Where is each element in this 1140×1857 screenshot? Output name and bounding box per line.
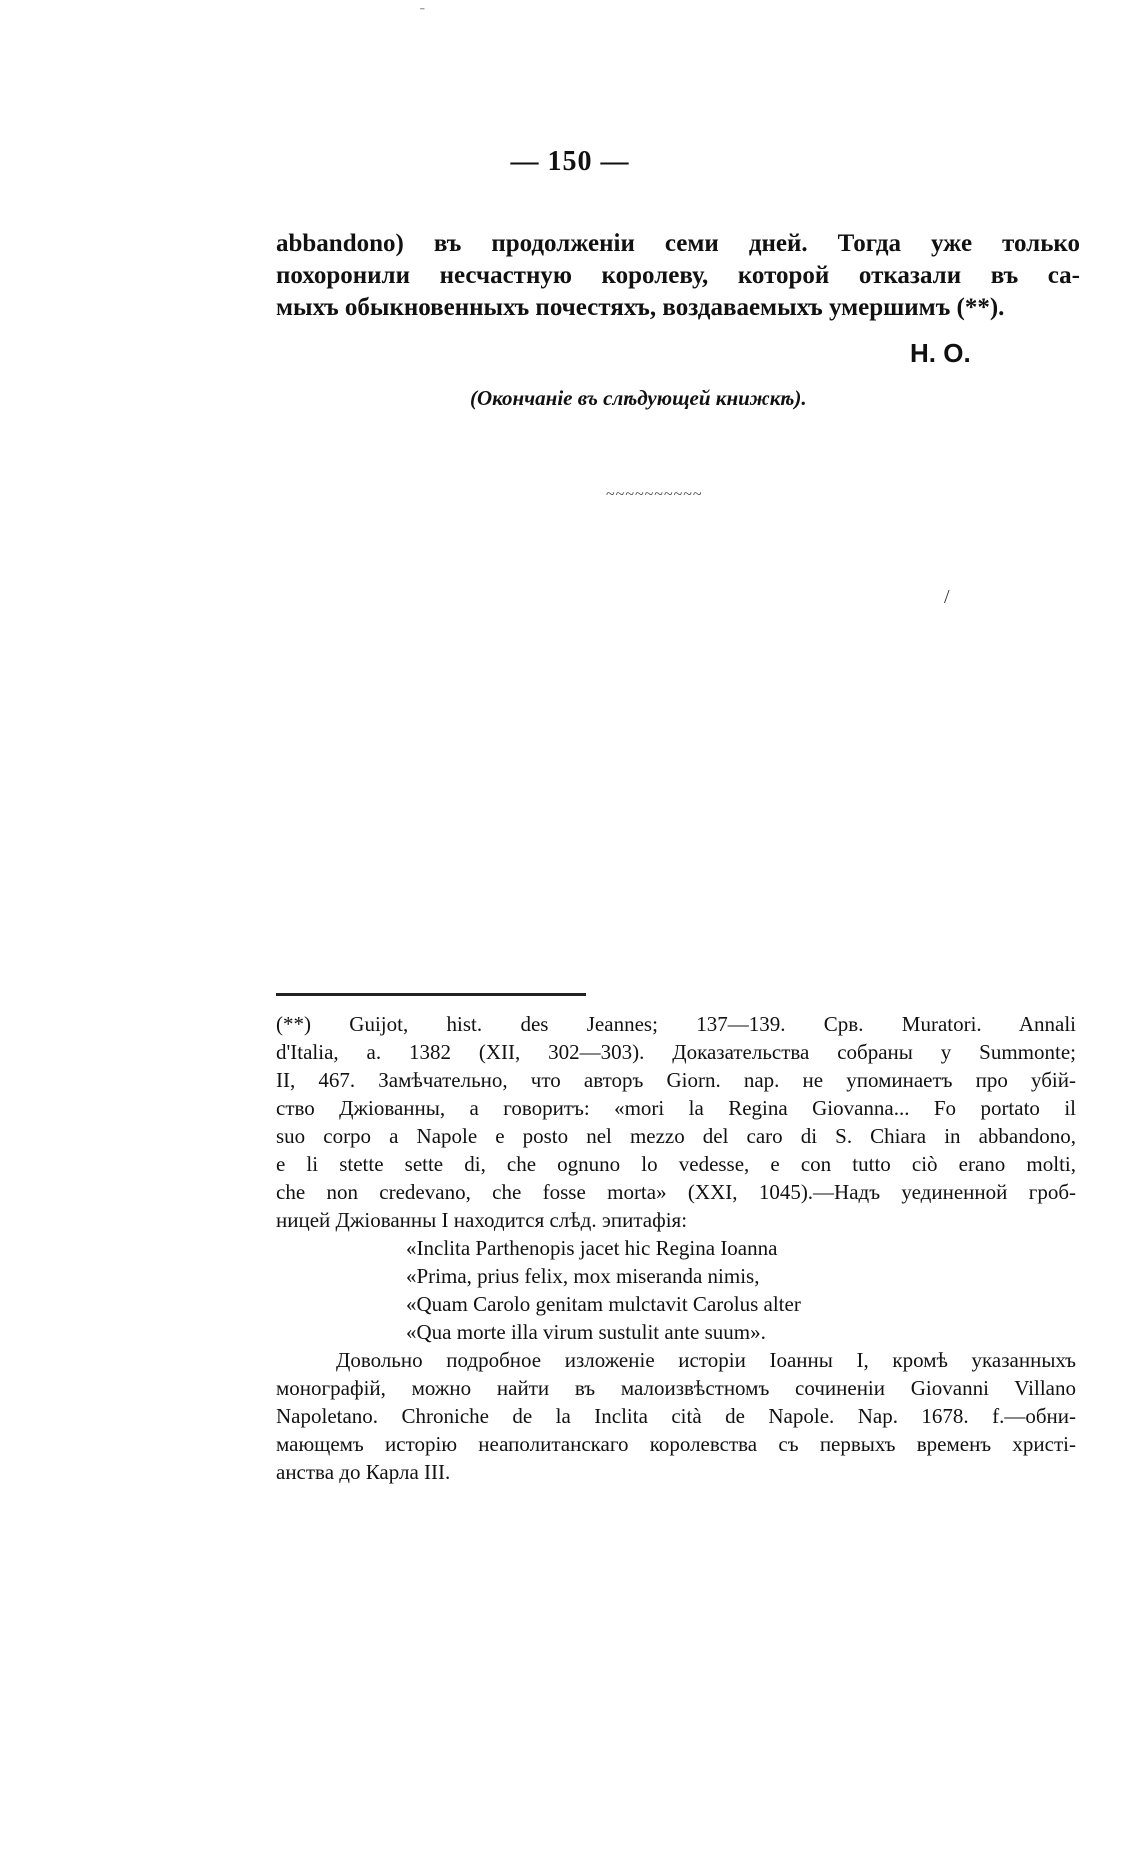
footnote-line: d'Italia, a. 1382 (XII, 302—303). Доказательства собраны у Summonte;	[276, 1040, 1076, 1064]
footnote-rule	[276, 993, 586, 996]
footnote-line: suo corpo a Napole e posto nel mezzo del caro di S. Chiara in abbandono,	[276, 1124, 1076, 1148]
author-signature: Н. О.	[910, 338, 971, 368]
main-text-line: мыхъ обыкновенныхъ почестяхъ, воздаваемыхъ умершимъ (**).	[276, 294, 1005, 321]
epitaph-verse: «Inclita Parthenopis jacet hic Regina Ioanna	[406, 1236, 778, 1260]
main-text-line: похоронили несчастную королеву, которой отказали въ са-	[276, 262, 1080, 289]
footnote-closing-line: Napoletano. Chroniche de la Inclita cità de Napole. Nap. 1678. f.—обни-	[276, 1404, 1076, 1428]
footnote-closing-line: анства до Карла III.	[276, 1460, 451, 1484]
page-number: — 150 —	[510, 146, 630, 177]
main-text	[276, 228, 1080, 324]
epitaph-verse: «Quam Carolo genitam mulctavit Carolus alter	[406, 1292, 801, 1316]
page-speck: /	[944, 586, 950, 608]
footnote	[276, 1010, 1076, 1486]
footnote-line: II, 467. Замѣчательно, что авторъ Giorn. nap. не упоминаетъ про убій-	[276, 1068, 1076, 1092]
section-ornament: ~~~~~~~~~~	[606, 486, 703, 503]
footnote-line: (**) Guijot, hist. des Jeannes; 137—139. Срв. Muratori. Annali	[276, 1012, 1076, 1036]
footnote-closing-line: мающемъ исторію неаполитанскаго королевства съ первыхъ временъ христі-	[276, 1432, 1076, 1456]
footnote-line: ницей Джіованны I находится слѣд. эпитафія:	[276, 1208, 688, 1232]
main-text-line: abbandono) въ продолженіи семи дней. Тогда уже только	[276, 230, 1080, 257]
continuation-note: (Окончаніе въ слѣдующей книжкѣ).	[470, 386, 807, 410]
epitaph-verse: «Prima, prius felix, mox miseranda nimis,	[406, 1264, 760, 1288]
top-edge-mark: ˉ	[420, 6, 425, 21]
footnote-closing-line: монографій, можно найти въ малоизвѣстномъ сочиненіи Giovanni Villano	[276, 1376, 1076, 1400]
footnote-line: che non credevano, che fosse morta» (XXI, 1045).—Надъ уединенной гроб-	[276, 1180, 1076, 1204]
epitaph-verse: «Qua morte illa virum sustulit ante suum».	[406, 1320, 766, 1344]
footnote-line: e li stette sette di, che ognuno lo vedesse, e con tutto ciò erano molti,	[276, 1152, 1076, 1176]
footnote-line: ство Джіованны, а говоритъ: «mori la Regina Giovanna... Fo portato il	[276, 1096, 1076, 1120]
footnote-closing-line: Довольно подробное изложеніе исторіи Іоанны I, кромѣ указанныхъ	[336, 1348, 1076, 1372]
